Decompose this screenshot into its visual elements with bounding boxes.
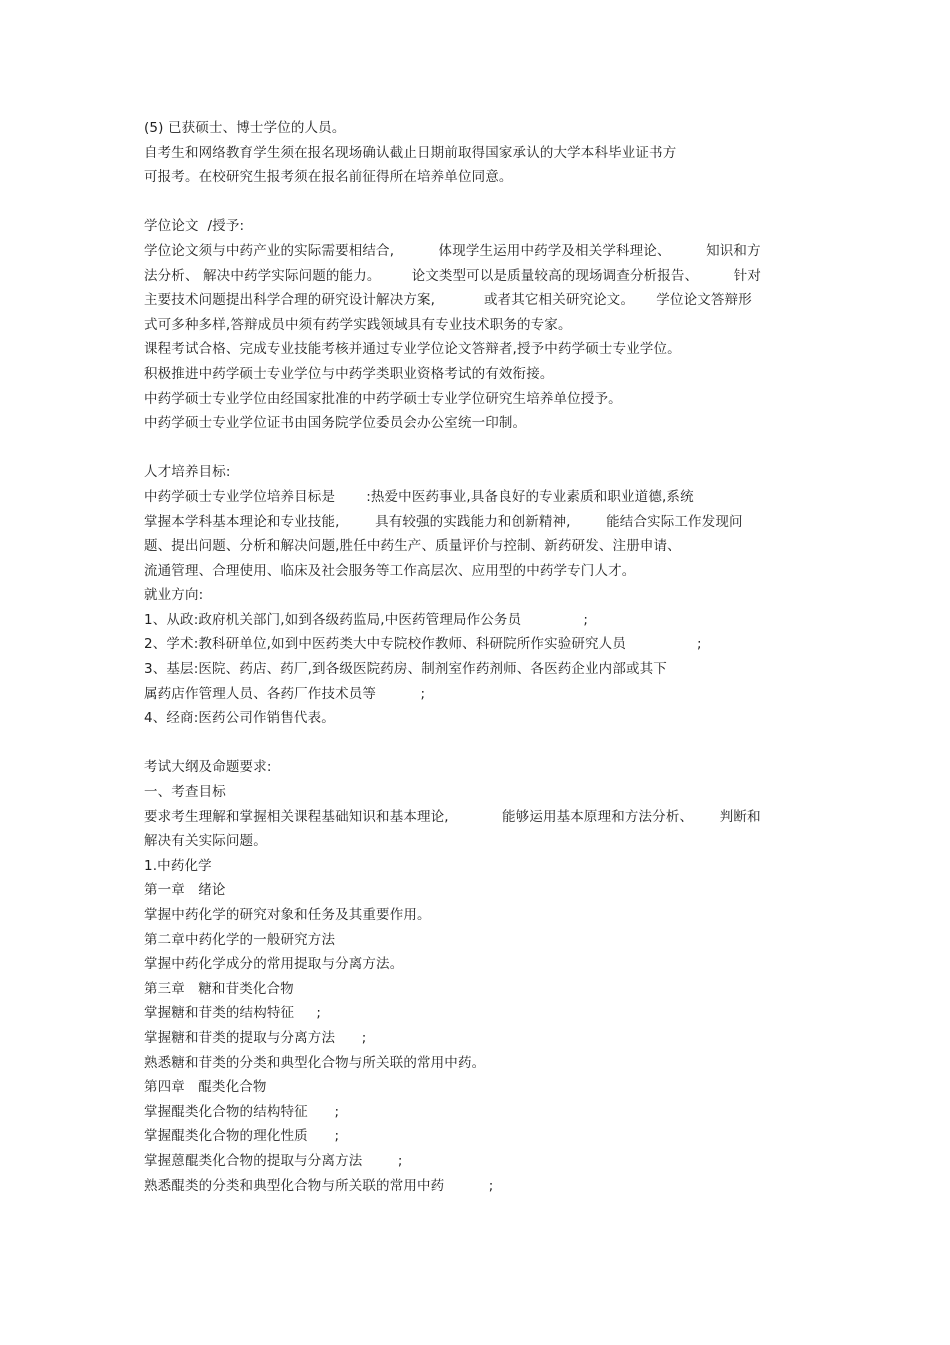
text-line: 掌握醌类化合物的结构特征 ; [144, 1103, 340, 1120]
section-training-goals [144, 460, 810, 731]
text-line: (5) 已获硕士、博士学位的人员。 [144, 120, 346, 136]
text-line: 要求考生理解和掌握相关课程基础知识和基本理论, 能够运用基本原理和方法分析、 判断和 [144, 808, 761, 825]
section-thesis-degree [144, 214, 810, 435]
text-line: 题、提出问题、分析和解决问题,胜任中药生产、质量评价与控制、新药研发、注册申请、 [144, 538, 681, 555]
list-item: 2、学术:教科研单位,如到中医药类大中专院校作教师、科研院所作实验研究人员 ; [144, 636, 702, 653]
list-item: 属药店作管理人员、各药厂作技术员等 ; [144, 685, 426, 702]
text-line: 课程考试合格、完成专业技能考核并通过专业学位论文答辩者,授予中药学硕士专业学位。 [144, 341, 681, 358]
chapter-heading: 第二章中药化学的一般研究方法 [144, 931, 336, 948]
list-item: 3、基层:医院、药店、药厂,到各级医院药房、制剂室作药剂师、各医药企业内部或其下 [144, 661, 667, 678]
chapter-heading: 第一章 绪论 [144, 882, 226, 899]
section-eligibility [144, 116, 810, 190]
paragraph-gap [144, 436, 810, 461]
list-item: 4、经商:医药公司作销售代表。 [144, 710, 335, 727]
text-line: 掌握中药化学的研究对象和任务及其重要作用。 [144, 907, 431, 923]
section-heading: 学位论文 /授予: [144, 218, 245, 235]
section-heading: 考试大纲及命题要求: [144, 759, 272, 776]
list-item: 1、从政:政府机关部门,如到各级药监局,中医药管理局作公务员 ; [144, 611, 589, 628]
text-line: 掌握糖和苷类的结构特征 ; [144, 1005, 322, 1022]
text-line: 掌握本学科基本理论和专业技能, 具有较强的实践能力和创新精神, 能结合实际工作发现问 [144, 513, 743, 530]
document-body [144, 116, 810, 1198]
text-line: 解决有关实际问题。 [144, 833, 267, 850]
text-line: 掌握醌类化合物的理化性质 ; [144, 1128, 340, 1145]
text-line: 主要技术问题提出科学合理的研究设计解决方案, 或者其它相关研究论文。 学位论文答辩形 [144, 292, 752, 309]
chapter-heading: 第四章 醌类化合物 [144, 1079, 267, 1096]
paragraph-gap [144, 731, 810, 756]
text-line: 中药学硕士专业学位培养目标是 :热爱中医药事业,具备良好的专业素质和职业道德,系统 [144, 488, 694, 505]
text-line: 式可多种多样,答辩成员中须有药学实践领域具有专业技术职务的专家。 [144, 316, 572, 333]
text-line: 积极推进中药学硕士专业学位与中药学类职业资格考试的有效衔接。 [144, 365, 554, 382]
subsection-heading: 一、考查目标 [144, 784, 226, 801]
text-line: 掌握蒽醌类化合物的提取与分离方法 ; [144, 1152, 403, 1169]
section-heading: 人才培养目标: [144, 464, 231, 481]
section-exam-syllabus [144, 755, 810, 1198]
chapter-heading: 第三章 糖和苷类化合物 [144, 980, 294, 997]
text-line: 中药学硕士专业学位由经国家批准的中药学硕士专业学位研究生培养单位授予。 [144, 390, 622, 407]
text-line: 流通管理、合理使用、临床及社会服务等工作高层次、应用型的中药学专门人才。 [144, 562, 636, 579]
paragraph-gap [144, 190, 810, 215]
text-line: 掌握中药化学成分的常用提取与分离方法。 [144, 956, 404, 973]
text-line: 中药学硕士专业学位证书由国务院学位委员会办公室统一印制。 [144, 415, 527, 432]
subsection-heading: 1.中药化学 [144, 857, 212, 874]
section-heading: 就业方向: [144, 587, 204, 604]
text-line: 可报考。在校研究生报考须在报名前征得所在培养单位同意。 [144, 169, 513, 186]
text-line: 掌握糖和苷类的提取与分离方法 ; [144, 1029, 367, 1046]
text-line: 法分析、 解决中药学实际问题的能力。 论文类型可以是质量较高的现场调查分析报告、 针对 [144, 267, 762, 284]
text-line: 熟悉糖和苷类的分类和典型化合物与所关联的常用中药。 [144, 1054, 486, 1071]
text-line: 熟悉醌类的分类和典型化合物与所关联的常用中药 ; [144, 1177, 494, 1194]
text-line: 自考生和网络教育学生须在报名现场确认截止日期前取得国家承认的大学本科毕业证书方 [144, 144, 677, 161]
text-line: 学位论文须与中药产业的实际需要相结合, 体现学生运用中药学及相关学科理论、 知识和方 [144, 242, 761, 259]
